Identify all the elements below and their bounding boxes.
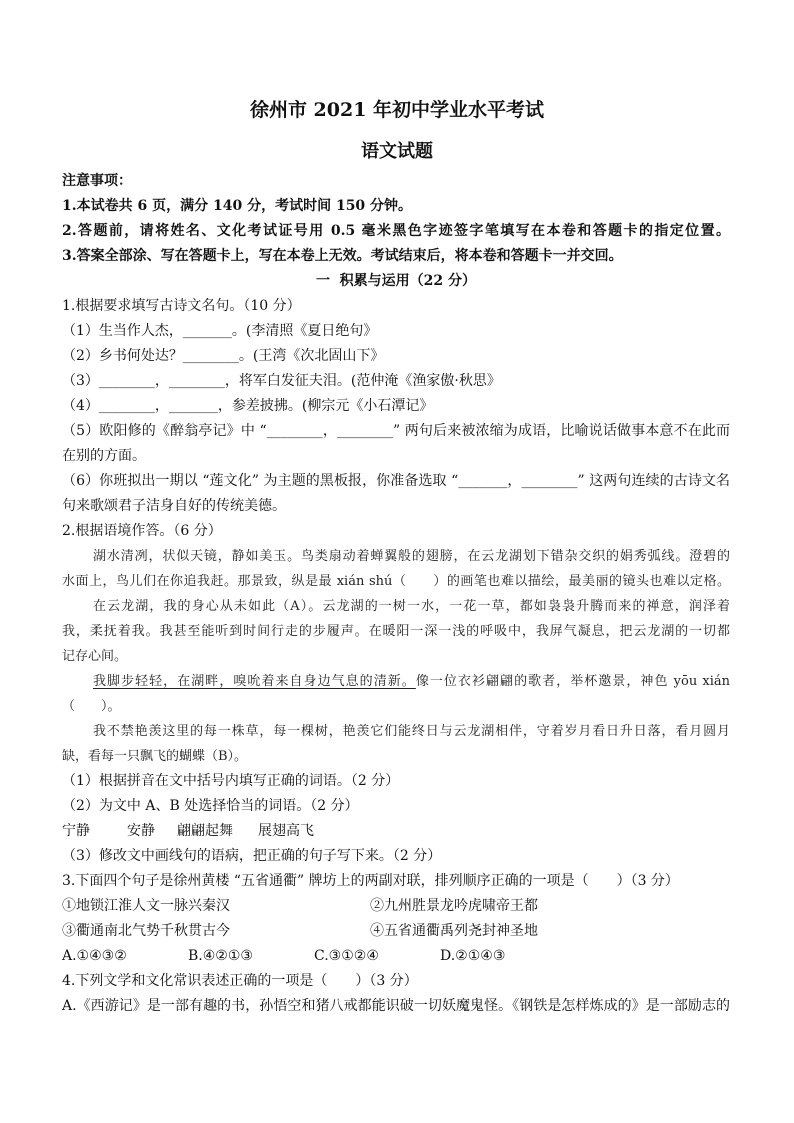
word-option: 翩翩起舞 [177, 823, 233, 839]
passage-text: 像一位衣衫翩翩的歌者，举杯邀景，神色 [415, 674, 674, 689]
passage-text: 水面上，鸟儿们在你追我赶。那景致，纵是最 [62, 574, 337, 589]
passage-line: 湖水清冽，状似天镜，静如美玉。鸟类扇动着蝉翼般的翅膀，在云龙湖划下错杂交织的娟秀弧线。澄碧的 [93, 549, 730, 564]
passage-line: 我，柔抚着我。我甚至能听到时间行走的步履声。在暖阳一深一浅的呼吸中，我屏气凝息，把云龙湖的一切都 [62, 624, 730, 639]
passage-line [62, 569, 730, 594]
notice-heading: 注意事项： [62, 173, 132, 189]
passage-text: （ ）的画笔也难以描绘，最美丽的镜头也难以定格。 [392, 574, 730, 589]
q2-sub-3: （3）修改文中画线句的语病，把正确的句子写下来。（2 分） [62, 848, 442, 864]
q1-item-6-line-1: （6）你班拟出一期以 “莲文化” 为主题的黑板报，你准备选取 “_______，________” 这两句连续的古诗文名 [62, 473, 730, 489]
q1-item-5-line-2: 在别的方面。 [62, 448, 146, 464]
exam-subtitle: 语文试题 [361, 141, 433, 162]
word-option: 展翅高飞 [258, 823, 314, 839]
q2-sub-1: （1）根据拼音在文中括号内填写正确的词语。（2 分） [62, 773, 400, 789]
q4-stem: 4.下列文学和文化常识表述正确的一项是（ ）（3 分） [62, 973, 418, 989]
section-heading: 一 积累与运用（22 分） [315, 273, 477, 289]
q3-sentence: ②九州胜景龙吟虎啸帝王都 [370, 898, 538, 914]
q3-choice-d: D.②①④③ [440, 948, 506, 964]
exam-title: 徐州市 2021 年初中学业水平考试 [249, 99, 545, 121]
exam-content [62, 169, 730, 1019]
q1-item-6-line-2: 句来歌颂君子洁身自好的传统美德。 [62, 498, 286, 514]
q3-sentence: ④五省通衢禹列尧封神圣地 [370, 923, 538, 939]
q3-choice-b: B.④②①③ [188, 948, 253, 964]
q1-item-5-line-1: （5）欧阳修的《醉翁亭记》中 “________，________” 两句后来被浓缩为成语，比喻说话做事本意不在此而 [62, 423, 730, 439]
passage-line: （ ）。 [62, 699, 121, 714]
q1-item-1: （1）生当作人杰，_______。(李清照《夏日绝句》 [62, 323, 378, 339]
underlined-sentence: 我脚步轻轻，在湖畔，嗅吮着来自身边气息的清新。 [93, 674, 416, 689]
q3-sentence: ①地锁江淮人文一脉兴秦汉 [62, 898, 230, 914]
q2-word-options [62, 819, 730, 844]
q3-sentence-row [62, 919, 730, 944]
passage-line: 记存心间。 [62, 649, 128, 664]
q3-stem: 3.下面四个句子是徐州黄楼 “五省通衢” 牌坊上的两副对联，排列顺序正确的一项是（ ）（3 分） [62, 873, 679, 889]
q2-stem: 2.根据语境作答。（6 分） [62, 523, 222, 539]
q3-choice-a: A.①④③② [62, 948, 127, 964]
q1-item-3: （3）________，________，将军白发征夫泪。(范仲淹《渔家傲·秋思》 [62, 373, 501, 389]
q1-stem: 1.根据要求填写古诗文名句。（10 分） [62, 298, 301, 314]
q3-choices [62, 944, 730, 969]
q2-passage [62, 544, 730, 769]
q3-sentence: ③衢通南北气势千秋贯古今 [62, 923, 230, 939]
q1-item-2: （2）乡书何处达？________。(王湾《次北固山下》 [62, 348, 385, 364]
notice-item-2: 2.答题前，请将姓名、文化考试证号用 0.5 毫米黑色字迹签字笔填写在本卷和答题卡的指定位置。 [62, 223, 730, 239]
passage-line [62, 669, 730, 694]
pinyin-xianshu: xián shú [336, 574, 393, 589]
word-option: 安静 [127, 823, 155, 839]
notice-item-3: 3.答案全部涂、写在答题卡上，写在本卷上无效。考试结束后，将本卷和答题卡一并交回。 [62, 248, 623, 264]
q3-choice-c: C.③①②④ [314, 948, 379, 964]
word-option: 宁静 [62, 823, 90, 839]
passage-line: 缺，看每一只飘飞的蝴蝶（B）。 [62, 749, 248, 764]
notice-item-1: 1.本试卷共 6 页，满分 140 分，考试时间 150 分钟。 [62, 198, 413, 214]
passage-line: 在云龙湖，我的身心从未如此（A）。云龙湖的一树一水，一花一草，都如袅袅升腾而来的禅意，润泽着 [93, 599, 730, 614]
q1-item-4: （4）________，_______，参差披拂。(柳宗元《小石潭记》 [62, 398, 434, 414]
pinyin-youxian: yōu xián [673, 674, 730, 689]
q4-option-a: A.《西游记》是一部有趣的书，孙悟空和猪八戒都能识破一切妖魔鬼怪。《钢铁是怎样炼成的》是一部励志的 [62, 998, 730, 1014]
q3-sentence-row [62, 894, 730, 919]
passage-line: 我不禁艳羡这里的每一株草，每一棵树，艳羡它们能终日与云龙湖相伴，守着岁月看日升日落，看月圆月 [93, 724, 730, 739]
q2-sub-2: （2）为文中 A、B 处选择恰当的词语。（2 分） [62, 798, 359, 814]
